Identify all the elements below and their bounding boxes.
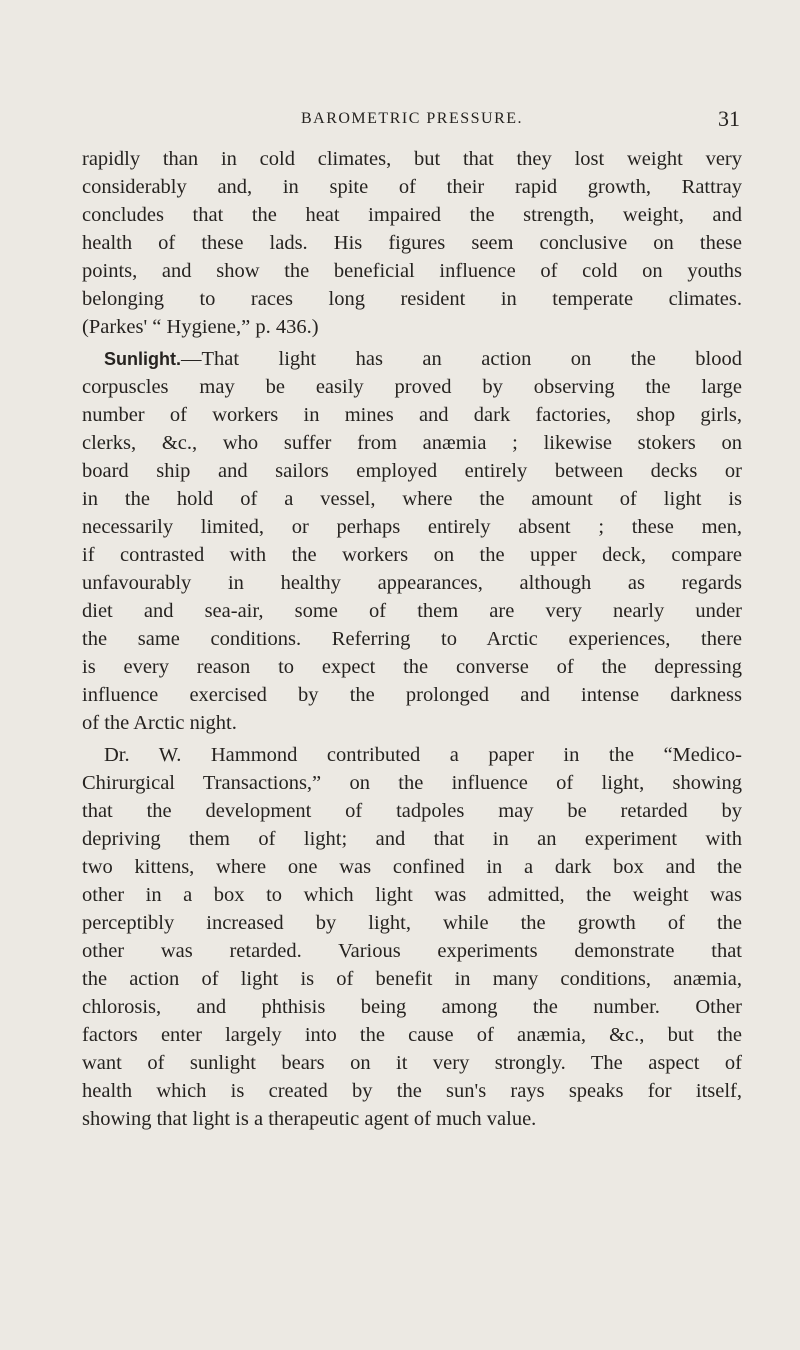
text-line: Dr. W. Hammond contributed a paper in the “Medico-	[104, 744, 742, 766]
text-line: showing that light is a therapeutic agent of much value.	[82, 1108, 537, 1130]
text-line: two kittens, where one was confined in a dark box and the	[82, 856, 742, 878]
text-line: the action of light is of benefit in many conditions, anæmia,	[82, 968, 742, 990]
paragraph-sunlight	[82, 345, 742, 737]
page-number: 31	[718, 106, 740, 131]
text-line: of the Arctic night.	[82, 712, 237, 734]
text-line: want of sunlight bears on it very strongly. The aspect of	[82, 1052, 742, 1074]
text-line: factors enter largely into the cause of anæmia, &c., but the	[82, 1024, 742, 1046]
text-line: is every reason to expect the converse of the depressing	[82, 656, 742, 678]
text-line: other in a box to which light was admitted, the weight was	[82, 884, 742, 906]
text-line	[82, 345, 742, 373]
text-line: if contrasted with the workers on the upper deck, compare	[82, 544, 742, 566]
body-text	[82, 145, 742, 1133]
paragraph-climate	[82, 145, 742, 341]
text-line: necessarily limited, or perhaps entirely absent ; these men,	[82, 516, 742, 538]
text-line: rapidly than in cold climates, but that they lost weight very	[82, 148, 742, 170]
text-line: diet and sea-air, some of them are very nearly under	[82, 600, 742, 622]
text-line: other was retarded. Various experiments demonstrate that	[82, 940, 742, 962]
text-line: clerks, &c., who suffer from anæmia ; likewise stokers on	[82, 432, 742, 454]
text-line: health of these lads. His figures seem conclusive on these	[82, 232, 742, 254]
section-lead-sunlight: Sunlight.	[104, 349, 181, 369]
running-title: BAROMETRIC PRESSURE.	[300, 110, 524, 127]
text-line: considerably and, in spite of their rapid growth, Rattray	[82, 176, 742, 198]
text-line: that the development of tadpoles may be retarded by	[82, 800, 742, 822]
text-line: chlorosis, and phthisis being among the number. Other	[82, 996, 742, 1018]
text-line: unfavourably in healthy appearances, although as regards	[82, 572, 742, 594]
text-line: the same conditions. Referring to Arctic experiences, there	[82, 628, 742, 650]
text-line: corpuscles may be easily proved by observing the large	[82, 376, 742, 398]
text-line: number of workers in mines and dark factories, shop girls,	[82, 404, 742, 426]
text-line: Chirurgical Transactions,” on the influence of light, showing	[82, 772, 742, 794]
text-line: board ship and sailors employed entirely between decks or	[82, 460, 742, 482]
text-line-rest: —That light has an action on the blood	[180, 348, 742, 370]
text-line: belonging to races long resident in temperate climates.	[82, 288, 742, 310]
text-line: points, and show the beneficial influence of cold on youths	[82, 260, 742, 282]
text-line: perceptibly increased by light, while the growth of the	[82, 912, 742, 934]
running-head	[82, 108, 742, 132]
text-line: influence exercised by the prolonged and intense darkness	[82, 684, 742, 706]
text-line: depriving them of light; and that in an experiment with	[82, 828, 742, 850]
text-line: in the hold of a vessel, where the amount of light is	[82, 488, 742, 510]
text-line: (Parkes' “ Hygiene,” p. 436.)	[82, 316, 319, 338]
text-line: health which is created by the sun's rays speaks for itself,	[82, 1080, 742, 1102]
paragraph-hammond	[82, 741, 742, 1133]
text-line: concludes that the heat impaired the strength, weight, and	[82, 204, 742, 226]
